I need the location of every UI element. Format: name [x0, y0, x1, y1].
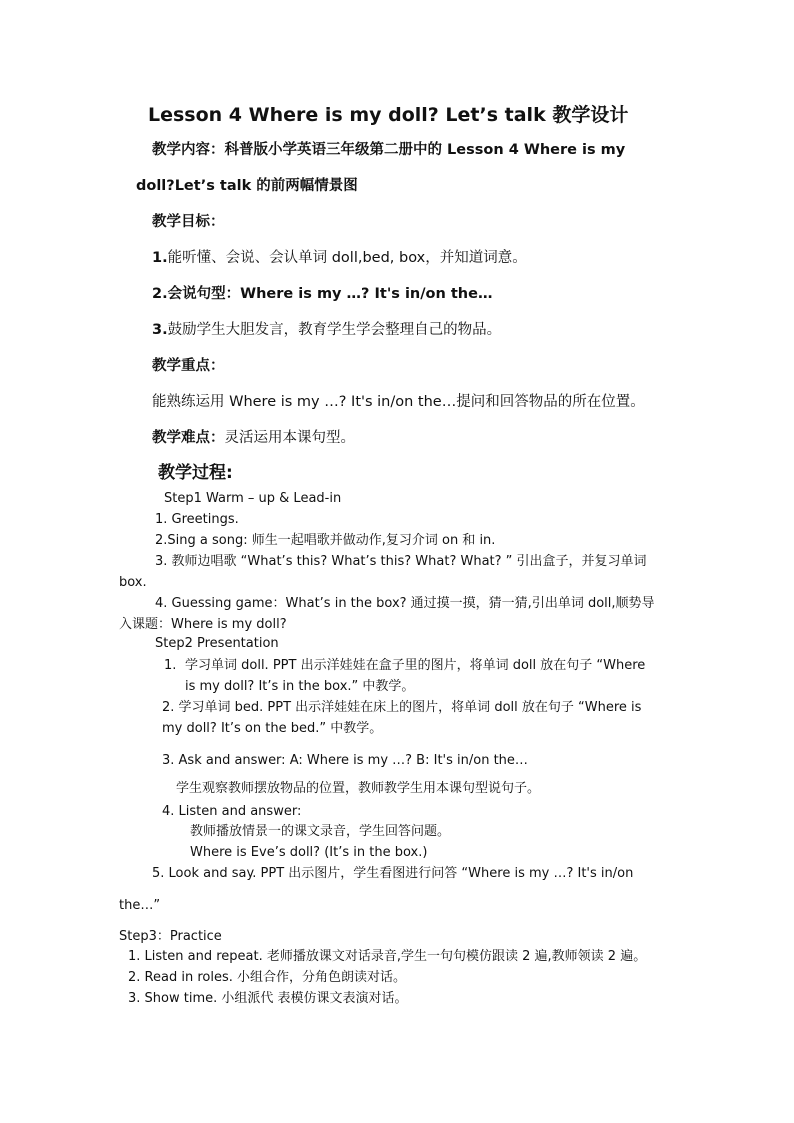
- step1-line-4a: 4. Guessing game：What’s in the box? 通过摸一摸，猜一猜,引出单词 doll,顺势导: [155, 596, 655, 611]
- step2-item-1a: 学习单词 doll. PPT 出示洋娃娃在盒子里的图片，将单词 doll 放在句子 “Where: [185, 658, 646, 673]
- difficulty-text: 灵活运用本课句型。: [224, 430, 355, 446]
- document-title: Lesson 4 Where is my doll? Let’s talk 教学设计: [148, 104, 629, 126]
- step2-item-4: 4. Listen and answer:: [162, 804, 302, 819]
- step3-line-2: 2. Read in roles. 小组合作，分角色朗读对话。: [128, 970, 406, 985]
- step1-line-2: 2.Sing a song: 师生一起唱歌并做动作,复习介词 on 和 in.: [155, 533, 496, 548]
- step2-heading: Step2 Presentation: [155, 636, 279, 651]
- process-label: 教学过程:: [158, 463, 233, 483]
- step2-item-5a: 5. Look and say. PPT 出示图片，学生看图进行问答 “Where is my …? It's in/on: [152, 866, 634, 881]
- step3-line-3: 3. Show time. 小组派代 表模仿课文表演对话。: [128, 991, 408, 1006]
- step2-item-1b: is my doll? It’s in the box.” 中教学。: [185, 679, 415, 694]
- objective-item-2: [152, 284, 492, 304]
- step1-heading: Step1 Warm – up & Lead-in: [164, 491, 342, 506]
- key-points-text: 能熟练运用 Where is my …? It's in/on the…提问和回答物品的所在位置。: [152, 394, 645, 410]
- step2-item-2b: my doll? It’s on the bed.” 中教学。: [162, 721, 383, 736]
- step3-heading: Step3：Practice: [119, 929, 222, 944]
- step2-item-4a: 教师播放情景一的课文录音，学生回答问题。: [190, 824, 451, 839]
- step2-item-4b: Where is Eve’s doll? (It’s in the box.): [190, 845, 428, 860]
- objective-item-3: [152, 320, 501, 340]
- difficulty-label: 教学难点：: [152, 430, 225, 446]
- step2-item-3: 3. Ask and answer: A: Where is my …? B: It's in/on the…: [162, 753, 528, 768]
- content-label: 教学内容：: [152, 142, 225, 158]
- content-text-line2: doll?Let’s talk 的前两幅情景图: [136, 178, 358, 194]
- step2-item-5b: the…”: [119, 898, 161, 913]
- step3-line-1: 1. Listen and repeat. 老师播放课文对话录音,学生一句句模仿跟读 2 遍,教师领读 2 遍。: [128, 949, 647, 964]
- content-paragraph: [152, 140, 625, 160]
- objective-text: 鼓励学生大胆发言，教育学生学会整理自己的物品。: [167, 322, 502, 338]
- step1-line-4b: 入课题：Where is my doll?: [119, 617, 287, 632]
- step2-item-3-note: 学生观察教师摆放物品的位置，教师教学生用本课句型说句子。: [176, 781, 541, 796]
- step2-item-1-num: 1.: [164, 658, 177, 673]
- objective-text: 能听懂、会说、会认单词 doll,bed, box，并知道词意。: [167, 250, 527, 266]
- content-text-line1: 科普版小学英语三年级第二册中的 Lesson 4 Where is my: [224, 142, 626, 158]
- objective-num: 1.: [152, 250, 168, 266]
- key-points-label: 教学重点：: [152, 358, 225, 374]
- objective-text: 会说句型：Where is my …? It's in/on the…: [167, 286, 493, 302]
- objective-num: 3.: [152, 322, 168, 338]
- step2-item-2a: 2. 学习单词 bed. PPT 出示洋娃娃在床上的图片，将单词 doll 放在句子 “Where is: [162, 700, 642, 715]
- step1-line-3b: box.: [119, 575, 147, 590]
- objective-num: 2.: [152, 286, 168, 302]
- difficulty-paragraph: [152, 428, 355, 448]
- step1-line-1: 1. Greetings.: [155, 512, 239, 527]
- step1-line-3a: 3. 教师边唱歌 “What’s this? What’s this? What? What? ” 引出盒子，并复习单词: [155, 554, 647, 569]
- objective-item-1: [152, 248, 527, 268]
- objectives-label: 教学目标：: [152, 214, 225, 230]
